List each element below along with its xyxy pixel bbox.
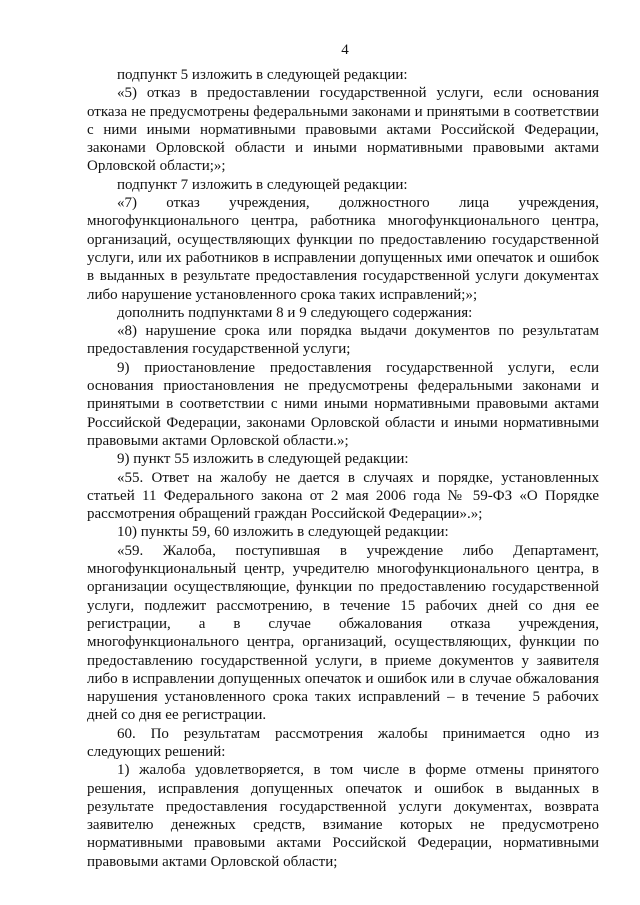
paragraph-subitem-7-text: «7) отказ учреждения, должностного лица учреждения, многофункционального центра, работника многофункционального центра, организаций, осуществляющих функции по предоставлению государственной услуги, или их работников в исправлении допущенных ими опечаток и ошибок в выданных в результате предоставления государственной услуги документах либо нарушение установленного срока таких исправлений;»;: [87, 195, 599, 303]
paragraph-subitem-8-text: «8) нарушение срока или порядка выдачи документов по результатам предоставления государственной услуги;: [87, 323, 599, 358]
paragraph-decision-1-text: 1) жалоба удовлетворяется, в том числе в форме отмены принятого решения, исправления допущенных опечаток и ошибок в выданных в результате предоставления государственной услуги документах, возврата заявителю денежных средств, взимание которых не предусмотрено нормативными правовыми актами Российской Федерации, нормативными правовыми актами Орловской области;: [87, 762, 599, 870]
paragraph-item-55-intro: 9) пункт 55 изложить в следующей редакции:: [117, 451, 409, 468]
page-number: 4: [341, 42, 349, 58]
paragraph-item-55-text: «55. Ответ на жалобу не дается в случаях и порядке, установленных статьей 11 Федерального закона от 2 мая 2006 года № 59-ФЗ «О Порядке рассмотрения обращений граждан Российской Федерации».»;: [87, 469, 599, 523]
paragraph-subitem-5-text: «5) отказ в предоставлении государственной услуги, если основания отказа не предусмотрены федеральными законами и принятыми в соответствии с ними иными нормативными правовыми актами Российской Федерации, законами Орловской области и иными нормативными правовыми актами Орловской области;»;: [87, 85, 599, 175]
paragraph-item-60-text: 60. По результатам рассмотрения жалобы принимается одно из следующих решений:: [87, 725, 599, 760]
paragraph-subitem-7-intro: подпункт 7 изложить в следующей редакции:: [117, 176, 408, 193]
paragraph-item-59-text: «59. Жалоба, поступившая в учреждение либо Департамент, многофункциональный центр, учредителю многофункционального центра, в организации осуществляющие, функции по предоставлению государственной услуги, подлежит рассмотрению, в течение 15 рабочих дней со дня ее регистрации, а в случае обжалования отказа учреждения, многофункционального центра, организаций, осуществляющих, функции по предоставлению государственной услуги, в приеме документов у заявителя либо в исправлении допущенных опечаток и ошибок или в случае обжалования нарушения установленного срока таких исправлений – в течение 5 рабочих дней со дня ее регистрации.: [87, 542, 599, 724]
paragraph-add-subitems-intro: дополнить подпунктами 8 и 9 следующего содержания:: [117, 304, 473, 321]
paragraph-items-59-60-intro: 10) пункты 59, 60 изложить в следующей редакции:: [117, 524, 449, 541]
paragraph-subitem-5-intro: подпункт 5 изложить в следующей редакции:: [117, 67, 408, 83]
document-body: [87, 66, 599, 871]
paragraph-subitem-9-text: 9) приостановление предоставления государственной услуги, если основания приостановления не предусмотрены федеральными законами и принятыми в соответствии с ними иными нормативными правовыми актами Российской Федерации, законами Орловской области и иными нормативными правовыми актами Орловской области.»;: [87, 359, 599, 449]
